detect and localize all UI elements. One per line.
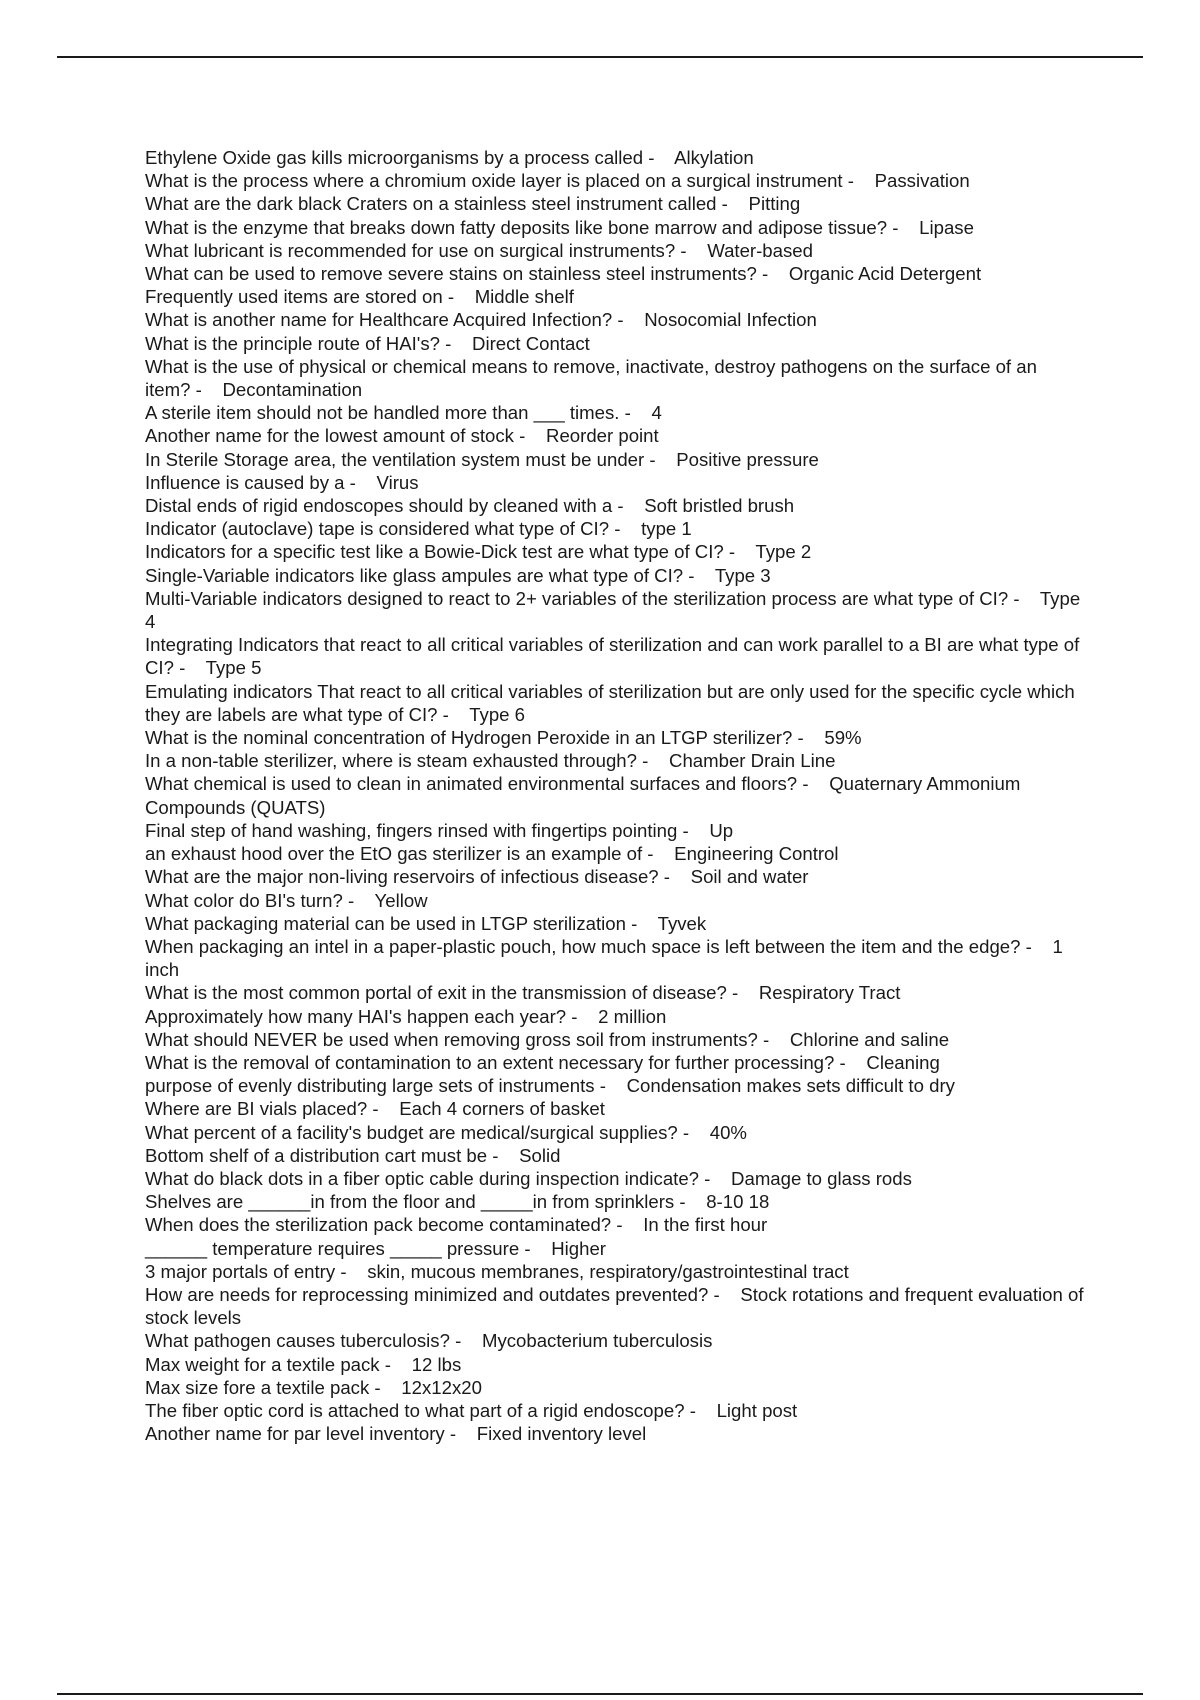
flashcard-item — [145, 981, 1085, 1004]
flashcard-answer: Lipase — [919, 216, 974, 238]
question-answer-separator: - — [619, 402, 652, 424]
flashcard-question: What packaging material can be used in LTGP sterilization — [145, 912, 626, 934]
question-answer-separator: - — [609, 518, 642, 540]
flashcard-question: Ethylene Oxide gas kills microorganisms by a process called — [145, 147, 644, 168]
footer-rule — [57, 1693, 1143, 1695]
flashcard-item — [145, 1399, 1085, 1422]
flashcard-question: How are needs for reprocessing minimized and outdates prevented? — [145, 1283, 709, 1305]
flashcard-question: What pathogen causes tuberculosis? — [145, 1330, 450, 1352]
flashcard-answer: Up — [709, 819, 734, 841]
flashcard-question: What color do BI's turn? — [145, 889, 343, 911]
flashcard-answer: Chamber Drain Line — [669, 750, 836, 772]
flashcard-question: What are the dark black Craters on a stainless steel instrument called — [145, 193, 717, 215]
question-answer-separator: - — [683, 564, 715, 586]
flashcard-answer: Type 3 — [714, 564, 771, 586]
flashcard-item — [145, 216, 1085, 239]
flashcard-question: What is the most common portal of exit in the transmission of disease? — [145, 982, 727, 1004]
flashcard-item — [145, 633, 1085, 679]
flashcard-item — [145, 192, 1085, 215]
question-answer-separator: - — [437, 703, 470, 725]
flashcard-answer: Nosocomial Infection — [644, 309, 817, 331]
flashcard-item — [145, 1005, 1085, 1028]
question-answer-separator: - — [335, 1260, 368, 1282]
question-answer-separator: - — [612, 495, 645, 517]
flashcard-answer: Virus — [376, 471, 419, 493]
question-answer-separator: - — [644, 448, 677, 470]
flashcard-question: What is the process where a chromium oxide layer is placed on a surgical instrument — [145, 170, 843, 192]
flashcard-item — [145, 517, 1085, 540]
flashcard-item — [145, 564, 1085, 587]
question-answer-separator: - — [444, 1423, 477, 1445]
question-answer-separator: - — [699, 1167, 732, 1189]
question-answer-separator: - — [792, 727, 825, 749]
flashcard-item — [145, 865, 1085, 888]
flashcard-answer: 8-10 18 — [706, 1191, 770, 1213]
flashcard-question: Influence is caused by a — [145, 471, 345, 493]
flashcard-item — [145, 819, 1085, 842]
question-answer-separator: - — [726, 982, 759, 1004]
flashcard-question: Final step of hand washing, fingers rinsed with fingertips pointing — [145, 819, 678, 841]
flashcard-answer: Damage to glass rods — [731, 1167, 912, 1189]
flashcard-question: Integrating Indicators that react to all critical variables of sterilization and can work parallel to a BI are what type of CI? — [145, 634, 1085, 679]
question-answer-separator: - — [674, 1191, 707, 1213]
flashcard-question: Approximately how many HAI's happen each year? — [145, 1005, 567, 1027]
flashcard-answer: Fixed inventory level — [476, 1423, 647, 1445]
flashcard-item — [145, 424, 1085, 447]
flashcard-answer: Middle shelf — [474, 286, 574, 308]
flashcard-item — [145, 1190, 1085, 1213]
flashcard-answer: Decontamination — [222, 379, 363, 401]
question-answer-separator: - — [658, 866, 691, 888]
question-answer-separator: - — [594, 1075, 627, 1097]
flashcard-item — [145, 1028, 1085, 1051]
flashcard-question: Distal ends of rigid endoscopes should by cleaned with a — [145, 495, 613, 517]
flashcard-question: 3 major portals of entry — [145, 1260, 336, 1282]
flashcard-item — [145, 1144, 1085, 1167]
flashcard-item — [145, 540, 1085, 563]
flashcard-answer: Positive pressure — [676, 448, 819, 470]
flashcard-answer: Tyvek — [657, 912, 707, 934]
flashcard-answer: Respiratory Tract — [758, 982, 901, 1004]
flashcard-answer: Yellow — [374, 889, 428, 911]
flashcard-question: Frequently used items are stored on — [145, 286, 443, 308]
question-answer-separator: - — [834, 1051, 867, 1073]
flashcard-question: ______ temperature requires _____ pressure — [145, 1237, 520, 1259]
flashcard-item — [145, 1213, 1085, 1236]
flashcard-question: Where are BI vials placed? — [145, 1098, 368, 1120]
flashcard-answer: Quaternary Ammonium Compounds (QUATS) — [145, 773, 1026, 818]
flashcard-answer: 12x12x20 — [401, 1376, 482, 1398]
question-answer-separator: - — [716, 193, 749, 215]
flashcard-item — [145, 1237, 1085, 1260]
flashcard-item — [145, 471, 1085, 494]
question-answer-separator: - — [369, 1376, 402, 1398]
flashcard-answer: Soft bristled brush — [644, 495, 795, 517]
question-answer-separator: - — [887, 216, 920, 238]
flashcard-question: In a non-table sterilizer, where is steam exhausted through? — [145, 750, 637, 772]
flashcard-answer: Chlorine and saline — [789, 1028, 950, 1050]
flashcard-item — [145, 239, 1085, 262]
flashcard-question: What is the enzyme that breaks down fatty deposits like bone marrow and adipose tissue? — [145, 216, 888, 238]
flashcard-list — [145, 146, 1089, 1445]
flashcard-item — [145, 332, 1085, 355]
flashcard-answer: Type 6 — [469, 703, 526, 725]
question-answer-separator: - — [367, 1098, 400, 1120]
question-answer-separator: - — [611, 1214, 644, 1236]
flashcard-answer: 2 million — [598, 1005, 667, 1027]
flashcard-question: What percent of a facility's budget are medical/surgical supplies? — [145, 1121, 678, 1143]
flashcard-question: Multi-Variable indicators designed to react to 2+ variables of the sterilization process are what type of CI? — [145, 587, 1009, 609]
flashcard-answer: Condensation makes sets difficult to dry — [626, 1075, 955, 1097]
flashcard-answer: Cleaning — [866, 1051, 940, 1073]
flashcard-item — [145, 912, 1085, 935]
flashcard-answer: Higher — [551, 1237, 606, 1259]
flashcard-item — [145, 935, 1085, 981]
flashcard-question: What is the use of physical or chemical means to remove, inactivate, destroy pathogens on the surface of an item? — [145, 355, 1043, 401]
question-answer-separator: - — [625, 912, 658, 934]
question-answer-separator: - — [842, 170, 875, 192]
flashcard-question: What do black dots in a fiber optic cable during inspection indicate? — [145, 1167, 700, 1189]
flashcard-question: purpose of evenly distributing large sets of instruments — [145, 1075, 595, 1097]
flashcard-item — [145, 749, 1085, 772]
flashcard-question: Max size fore a textile pack — [145, 1376, 370, 1398]
question-answer-separator: - — [1008, 587, 1040, 609]
flashcard-question: In Sterile Storage area, the ventilation system must be under — [145, 448, 645, 470]
flashcard-question: Another name for the lowest amount of stock — [145, 425, 514, 447]
flashcard-item — [145, 889, 1085, 912]
flashcard-answer: Each 4 corners of basket — [399, 1098, 605, 1120]
question-answer-separator: - — [675, 239, 708, 261]
flashcard-item — [145, 772, 1085, 818]
flashcard-item — [145, 680, 1085, 726]
question-answer-separator: - — [173, 657, 206, 679]
question-answer-separator: - — [379, 1353, 412, 1375]
flashcard-question: What is the nominal concentration of Hydrogen Peroxide in an LTGP sterilizer? — [145, 727, 793, 749]
question-answer-separator: - — [756, 263, 789, 285]
question-answer-separator: - — [612, 309, 645, 331]
flashcard-answer: Light post — [716, 1399, 798, 1421]
question-answer-separator: - — [677, 1121, 710, 1143]
flashcard-answer: Engineering Control — [674, 843, 839, 865]
flashcard-question: What is another name for Healthcare Acquired Infection? — [145, 309, 613, 331]
question-answer-separator: - — [344, 471, 377, 493]
flashcard-item — [145, 1167, 1085, 1190]
flashcard-answer: Mycobacterium tuberculosis — [481, 1330, 713, 1352]
flashcard-item — [145, 1074, 1085, 1097]
flashcard-answer: 4 — [651, 402, 662, 424]
flashcard-item — [145, 1283, 1089, 1329]
flashcard-question: Emulating indicators That react to all critical variables of sterilization but are only used for the specific cycle which they are labels are what type of CI? — [145, 680, 1080, 725]
question-answer-separator: - — [487, 1144, 520, 1166]
question-answer-separator: - — [519, 1237, 552, 1259]
question-answer-separator: - — [449, 1330, 482, 1352]
flashcard-question: The fiber optic cord is attached to what part of a rigid endoscope? — [145, 1399, 685, 1421]
flashcard-answer: In the first hour — [643, 1214, 768, 1236]
flashcard-question: What should NEVER be used when removing gross soil from instruments? — [145, 1028, 758, 1050]
question-answer-separator: - — [513, 425, 547, 447]
question-answer-separator: - — [708, 1283, 741, 1305]
flashcard-answer: type 1 — [641, 518, 692, 540]
flashcard-item — [145, 146, 1085, 169]
header-rule — [57, 56, 1143, 58]
flashcard-answer: Stock rotations and frequent evaluation of stock levels — [145, 1283, 1089, 1329]
flashcard-item — [145, 262, 1085, 285]
flashcard-answer: Soil and water — [690, 866, 809, 888]
flashcard-answer: Type 4 — [145, 587, 1086, 633]
flashcard-question: Indicators for a specific test like a Bowie-Dick test are what type of CI? — [145, 541, 724, 563]
flashcard-answer: Organic Acid Detergent — [788, 263, 982, 285]
question-answer-separator: - — [642, 843, 675, 865]
flashcard-item — [145, 169, 1085, 192]
flashcard-answer: Passivation — [874, 170, 970, 192]
flashcard-item — [145, 1422, 1085, 1445]
flashcard-question: When does the sterilization pack become contaminated? — [145, 1214, 612, 1236]
question-answer-separator: - — [342, 889, 375, 911]
question-answer-separator: - — [636, 750, 670, 772]
flashcard-question: Max weight for a textile pack — [145, 1353, 380, 1375]
flashcard-answer: 1 inch — [145, 935, 1069, 981]
flashcard-item — [145, 842, 1085, 865]
flashcard-answer: Direct Contact — [472, 332, 590, 354]
question-answer-separator: - — [643, 147, 675, 168]
flashcard-answer: Alkylation — [674, 147, 754, 168]
flashcard-question: What is the removal of contamination to an extent necessary for further processing? — [145, 1051, 835, 1073]
flashcard-item — [145, 1121, 1085, 1144]
flashcard-item — [145, 494, 1085, 517]
question-answer-separator: - — [442, 286, 475, 308]
flashcard-item — [145, 1051, 1085, 1074]
flashcard-question: an exhaust hood over the EtO gas sterilizer is an example of — [145, 843, 643, 865]
flashcard-answer: 59% — [824, 727, 862, 749]
flashcard-answer: skin, mucous membranes, respiratory/gastrointestinal tract — [367, 1260, 849, 1282]
flashcard-question: What lubricant is recommended for use on surgical instruments? — [145, 239, 676, 261]
flashcard-question: What can be used to remove severe stains on stainless steel instruments? — [145, 263, 757, 285]
flashcard-answer: Water-based — [707, 239, 813, 261]
flashcard-item — [145, 1376, 1085, 1399]
flashcard-answer: 12 lbs — [411, 1353, 462, 1375]
question-answer-separator: - — [797, 773, 830, 795]
question-answer-separator: - — [190, 379, 223, 401]
flashcard-question: Bottom shelf of a distribution cart must be — [145, 1144, 488, 1166]
flashcard-item — [145, 355, 1085, 401]
question-answer-separator: - — [677, 819, 710, 841]
flashcard-item — [145, 1353, 1085, 1376]
flashcard-question: What is the principle route of HAI's? — [145, 332, 440, 354]
flashcard-item — [145, 726, 1085, 749]
flashcard-answer: Type 2 — [755, 541, 812, 563]
flashcard-answer: Type 5 — [205, 657, 262, 679]
flashcard-question: What are the major non-living reservoirs of infectious disease? — [145, 866, 659, 888]
flashcard-question: What chemical is used to clean in animated environmental surfaces and floors? — [145, 773, 798, 795]
flashcard-item — [145, 1260, 1085, 1283]
flashcard-answer: 40% — [709, 1121, 747, 1143]
flashcard-question: A sterile item should not be handled more than ___ times. — [145, 402, 620, 424]
flashcard-item — [145, 1097, 1085, 1120]
flashcard-question: Indicator (autoclave) tape is considered what type of CI? — [145, 518, 610, 540]
flashcard-item — [145, 285, 1085, 308]
flashcard-answer: Pitting — [748, 193, 801, 215]
question-answer-separator: - — [440, 332, 473, 354]
question-answer-separator: - — [723, 541, 756, 563]
flashcard-question: Another name for par level inventory — [145, 1423, 445, 1445]
flashcard-answer: Reorder point — [546, 425, 659, 447]
flashcard-item — [145, 401, 1085, 424]
flashcard-question: Shelves are ______in from the floor and _____in from sprinklers — [145, 1191, 675, 1213]
question-answer-separator: - — [1020, 935, 1053, 957]
question-answer-separator: - — [566, 1005, 599, 1027]
flashcard-question: Single-Variable indicators like glass ampules are what type of CI? — [145, 564, 684, 586]
flashcard-item — [145, 1329, 1085, 1352]
question-answer-separator: - — [684, 1399, 717, 1421]
flashcard-item — [145, 587, 1085, 633]
flashcard-item — [145, 448, 1085, 471]
flashcard-question: When packaging an intel in a paper-plastic pouch, how much space is left between the item and the edge? — [145, 935, 1021, 957]
flashcard-item — [145, 308, 1085, 331]
question-answer-separator: - — [757, 1028, 790, 1050]
flashcard-answer: Solid — [519, 1144, 561, 1166]
